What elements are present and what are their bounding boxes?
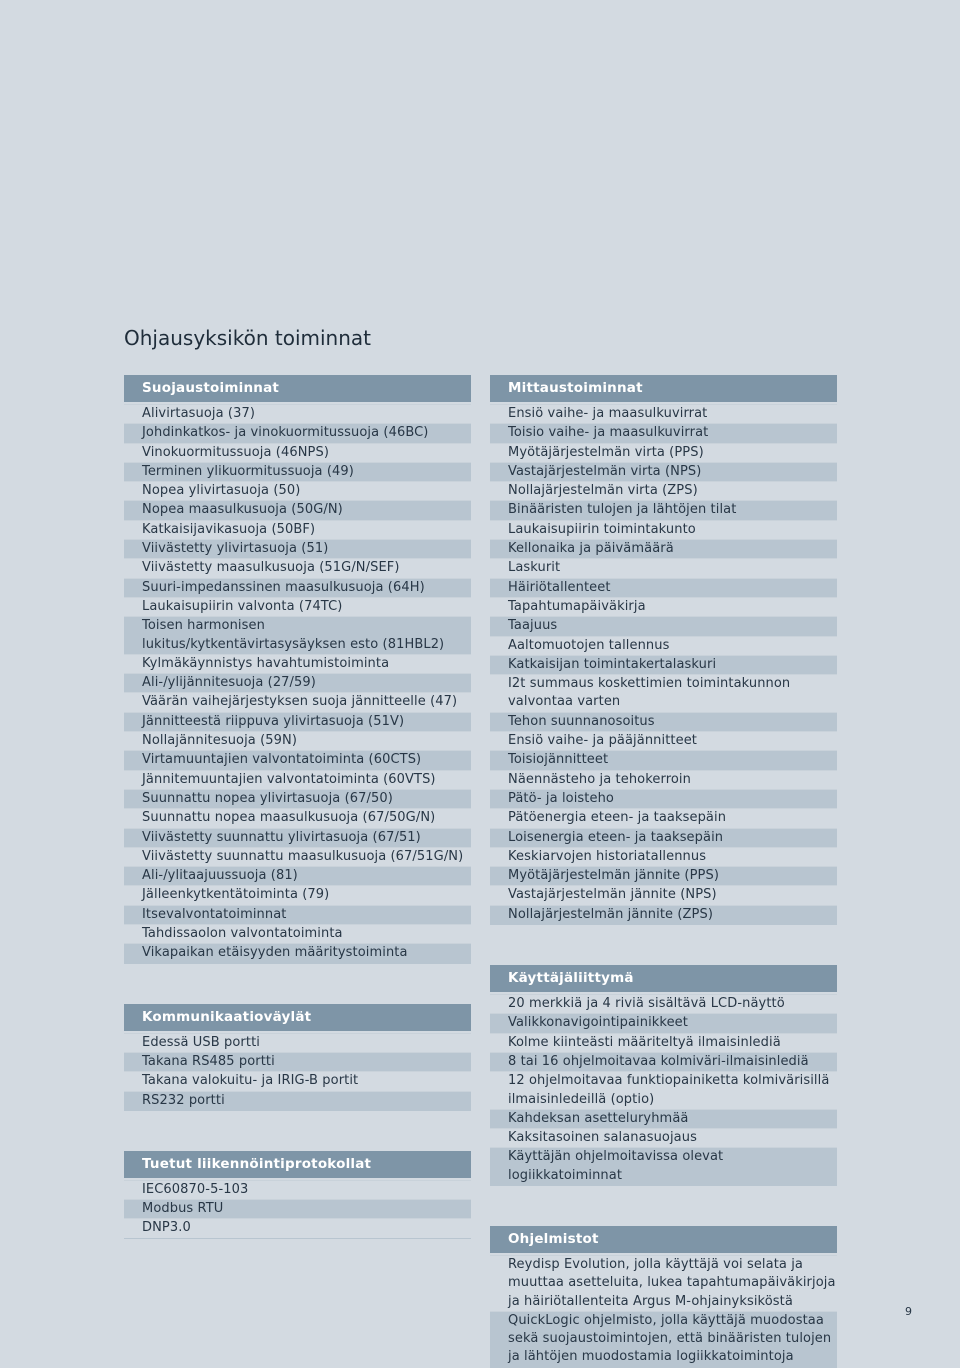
right-column bbox=[490, 375, 837, 1368]
list-item: Nopea ylivirtasuoja (50) bbox=[124, 481, 471, 500]
list-item: Tahdissaolon valvontatoiminta bbox=[124, 924, 471, 943]
list-item: Taajuus bbox=[490, 616, 837, 635]
list-item: Suunnattu nopea ylivirtasuoja (67/50) bbox=[124, 789, 471, 808]
list-item: Alivirtasuoja (37) bbox=[124, 404, 471, 423]
list-item: Laskurit bbox=[490, 558, 837, 577]
ui-list bbox=[490, 994, 837, 1186]
list-item: Kaksitasoinen salanasuojaus bbox=[490, 1128, 837, 1147]
section-header: Ohjelmistot bbox=[490, 1226, 837, 1253]
list-item: Modbus RTU bbox=[124, 1199, 471, 1218]
protocols-list bbox=[124, 1180, 471, 1239]
list-item: Edessä USB portti bbox=[124, 1033, 471, 1052]
list-item: Kellonaika ja päivämäärä bbox=[490, 539, 837, 558]
list-item: Häiriötallenteet bbox=[490, 578, 837, 597]
section-header: Mittaustoiminnat bbox=[490, 375, 837, 402]
software-section bbox=[490, 1226, 837, 1368]
list-item: Aaltomuotojen tallennus bbox=[490, 636, 837, 655]
comm-list bbox=[124, 1033, 471, 1111]
protection-section bbox=[124, 375, 471, 964]
list-item: DNP3.0 bbox=[124, 1218, 471, 1237]
list-item: 20 merkkiä ja 4 riviä sisältävä LCD-näyttö bbox=[490, 994, 837, 1013]
list-item: Kylmäkäynnistys havahtumistoiminta bbox=[124, 654, 471, 673]
list-item: Toisio vaihe- ja maasulkuvirrat bbox=[490, 423, 837, 442]
list-item: Suuri-impedanssinen maasulkusuoja (64H) bbox=[124, 578, 471, 597]
list-item: Ensiö vaihe- ja pääjännitteet bbox=[490, 731, 837, 750]
list-item: Virtamuuntajien valvontatoiminta (60CTS) bbox=[124, 750, 471, 769]
list-item: Vastajärjestelmän virta (NPS) bbox=[490, 462, 837, 481]
list-item: 8 tai 16 ohjelmoitavaa kolmiväri-ilmaisinlediä bbox=[490, 1052, 837, 1071]
list-item: Toisen harmonisen lukitus/kytkentävirtasysäyksen esto (81HBL2) bbox=[124, 616, 471, 654]
list-item: Viivästetty suunnattu maasulkusuoja (67/51G/N) bbox=[124, 847, 471, 866]
list-item: 12 ohjelmoitavaa funktiopainiketta kolmivärisillä ilmaisinledeillä (optio) bbox=[490, 1071, 837, 1109]
list-item: Toisiojännitteet bbox=[490, 750, 837, 769]
software-list bbox=[490, 1255, 837, 1368]
list-item: Nollajärjestelmän virta (ZPS) bbox=[490, 481, 837, 500]
list-item: Itsevalvontatoiminnat bbox=[124, 905, 471, 924]
list-item: Kolme kiinteästi määriteltyä ilmaisinlediä bbox=[490, 1033, 837, 1052]
list-item: Ensiö vaihe- ja maasulkuvirrat bbox=[490, 404, 837, 423]
list-item: Tehon suunnanosoitus bbox=[490, 712, 837, 731]
list-item: Pätö- ja loisteho bbox=[490, 789, 837, 808]
list-item: Nollajärjestelmän jännite (ZPS) bbox=[490, 905, 837, 924]
list-item: Vikapaikan etäisyyden määritystoiminta bbox=[124, 943, 471, 962]
list-item: Ali-/ylijännitesuoja (27/59) bbox=[124, 673, 471, 692]
list-item: Viivästetty ylivirtasuoja (51) bbox=[124, 539, 471, 558]
page-number: 9 bbox=[905, 1305, 912, 1318]
list-item: I2t summaus koskettimien toimintakunnon valvontaa varten bbox=[490, 674, 837, 712]
list-item: Myötäjärjestelmän jännite (PPS) bbox=[490, 866, 837, 885]
list-item: Jälleenkytkentätoiminta (79) bbox=[124, 885, 471, 904]
list-item: Vinokuormitussuoja (46NPS) bbox=[124, 443, 471, 462]
list-item: Nollajännitesuoja (59N) bbox=[124, 731, 471, 750]
list-item: Takana valokuitu- ja IRIG-B portit bbox=[124, 1071, 471, 1090]
section-header: Käyttäjäliittymä bbox=[490, 965, 837, 992]
list-item: IEC60870-5-103 bbox=[124, 1180, 471, 1199]
list-item: Loisenergia eteen- ja taaksepäin bbox=[490, 828, 837, 847]
list-item: Tapahtumapäiväkirja bbox=[490, 597, 837, 616]
left-column bbox=[124, 375, 471, 1239]
list-item: Pätöenergia eteen- ja taaksepäin bbox=[490, 808, 837, 827]
list-item: Laukaisupiirin valvonta (74TC) bbox=[124, 597, 471, 616]
list-item: Kahdeksan asetteluryhmää bbox=[490, 1109, 837, 1128]
section-header: Suojaustoiminnat bbox=[124, 375, 471, 402]
list-item: Terminen ylikuormitussuoja (49) bbox=[124, 462, 471, 481]
list-item: Nopea maasulkusuoja (50G/N) bbox=[124, 500, 471, 519]
ui-section bbox=[490, 965, 837, 1186]
list-item: Reydisp Evolution, jolla käyttäjä voi selata ja muuttaa asetteluita, lukea tapahtumapäiväkirjoja ja häiriötallenteita Argus M-ohjainyksiköstä bbox=[490, 1255, 837, 1311]
protocols-section bbox=[124, 1151, 471, 1239]
list-item: Katkaisijavikasuoja (50BF) bbox=[124, 520, 471, 539]
list-item: Johdinkatkos- ja vinokuormitussuoja (46BC) bbox=[124, 423, 471, 442]
comm-section bbox=[124, 1004, 471, 1111]
list-item: Viivästetty suunnattu ylivirtasuoja (67/51) bbox=[124, 828, 471, 847]
list-item: Binääristen tulojen ja lähtöjen tilat bbox=[490, 500, 837, 519]
list-item: Suunnattu nopea maasulkusuoja (67/50G/N) bbox=[124, 808, 471, 827]
list-item: Ali-/ylitaajuussuoja (81) bbox=[124, 866, 471, 885]
list-item: RS232 portti bbox=[124, 1091, 471, 1110]
list-item: Laukaisupiirin toimintakunto bbox=[490, 520, 837, 539]
list-item: QuickLogic ohjelmisto, jolla käyttäjä muodostaa sekä suojaustoimintojen, että binääristen tulojen ja lähtöjen muodostamia logiikkatoimintoja bbox=[490, 1311, 837, 1367]
section-header: Tuetut liikennöintiprotokollat bbox=[124, 1151, 471, 1178]
list-item: Väärän vaihejärjestyksen suoja jännitteelle (47) bbox=[124, 692, 471, 711]
list-item: Vastajärjestelmän jännite (NPS) bbox=[490, 885, 837, 904]
list-item: Näennästeho ja tehokerroin bbox=[490, 770, 837, 789]
list-item: Takana RS485 portti bbox=[124, 1052, 471, 1071]
measurement-section bbox=[490, 375, 837, 925]
list-item: Valikkonavigointipainikkeet bbox=[490, 1013, 837, 1032]
list-item: Viivästetty maasulkusuoja (51G/N/SEF) bbox=[124, 558, 471, 577]
list-item: Jännitemuuntajien valvontatoiminta (60VTS) bbox=[124, 770, 471, 789]
protection-list bbox=[124, 404, 471, 964]
list-item: Katkaisijan toimintakertalaskuri bbox=[490, 655, 837, 674]
page-title: Ohjausyksikön toiminnat bbox=[124, 326, 371, 350]
section-header: Kommunikaatioväylät bbox=[124, 1004, 471, 1031]
list-item: Jännitteestä riippuva ylivirtasuoja (51V) bbox=[124, 712, 471, 731]
measurement-list bbox=[490, 404, 837, 925]
list-item: Käyttäjän ohjelmoitavissa olevat logiikkatoiminnat bbox=[490, 1147, 837, 1185]
list-item: Keskiarvojen historiatallennus bbox=[490, 847, 837, 866]
list-item: Myötäjärjestelmän virta (PPS) bbox=[490, 443, 837, 462]
